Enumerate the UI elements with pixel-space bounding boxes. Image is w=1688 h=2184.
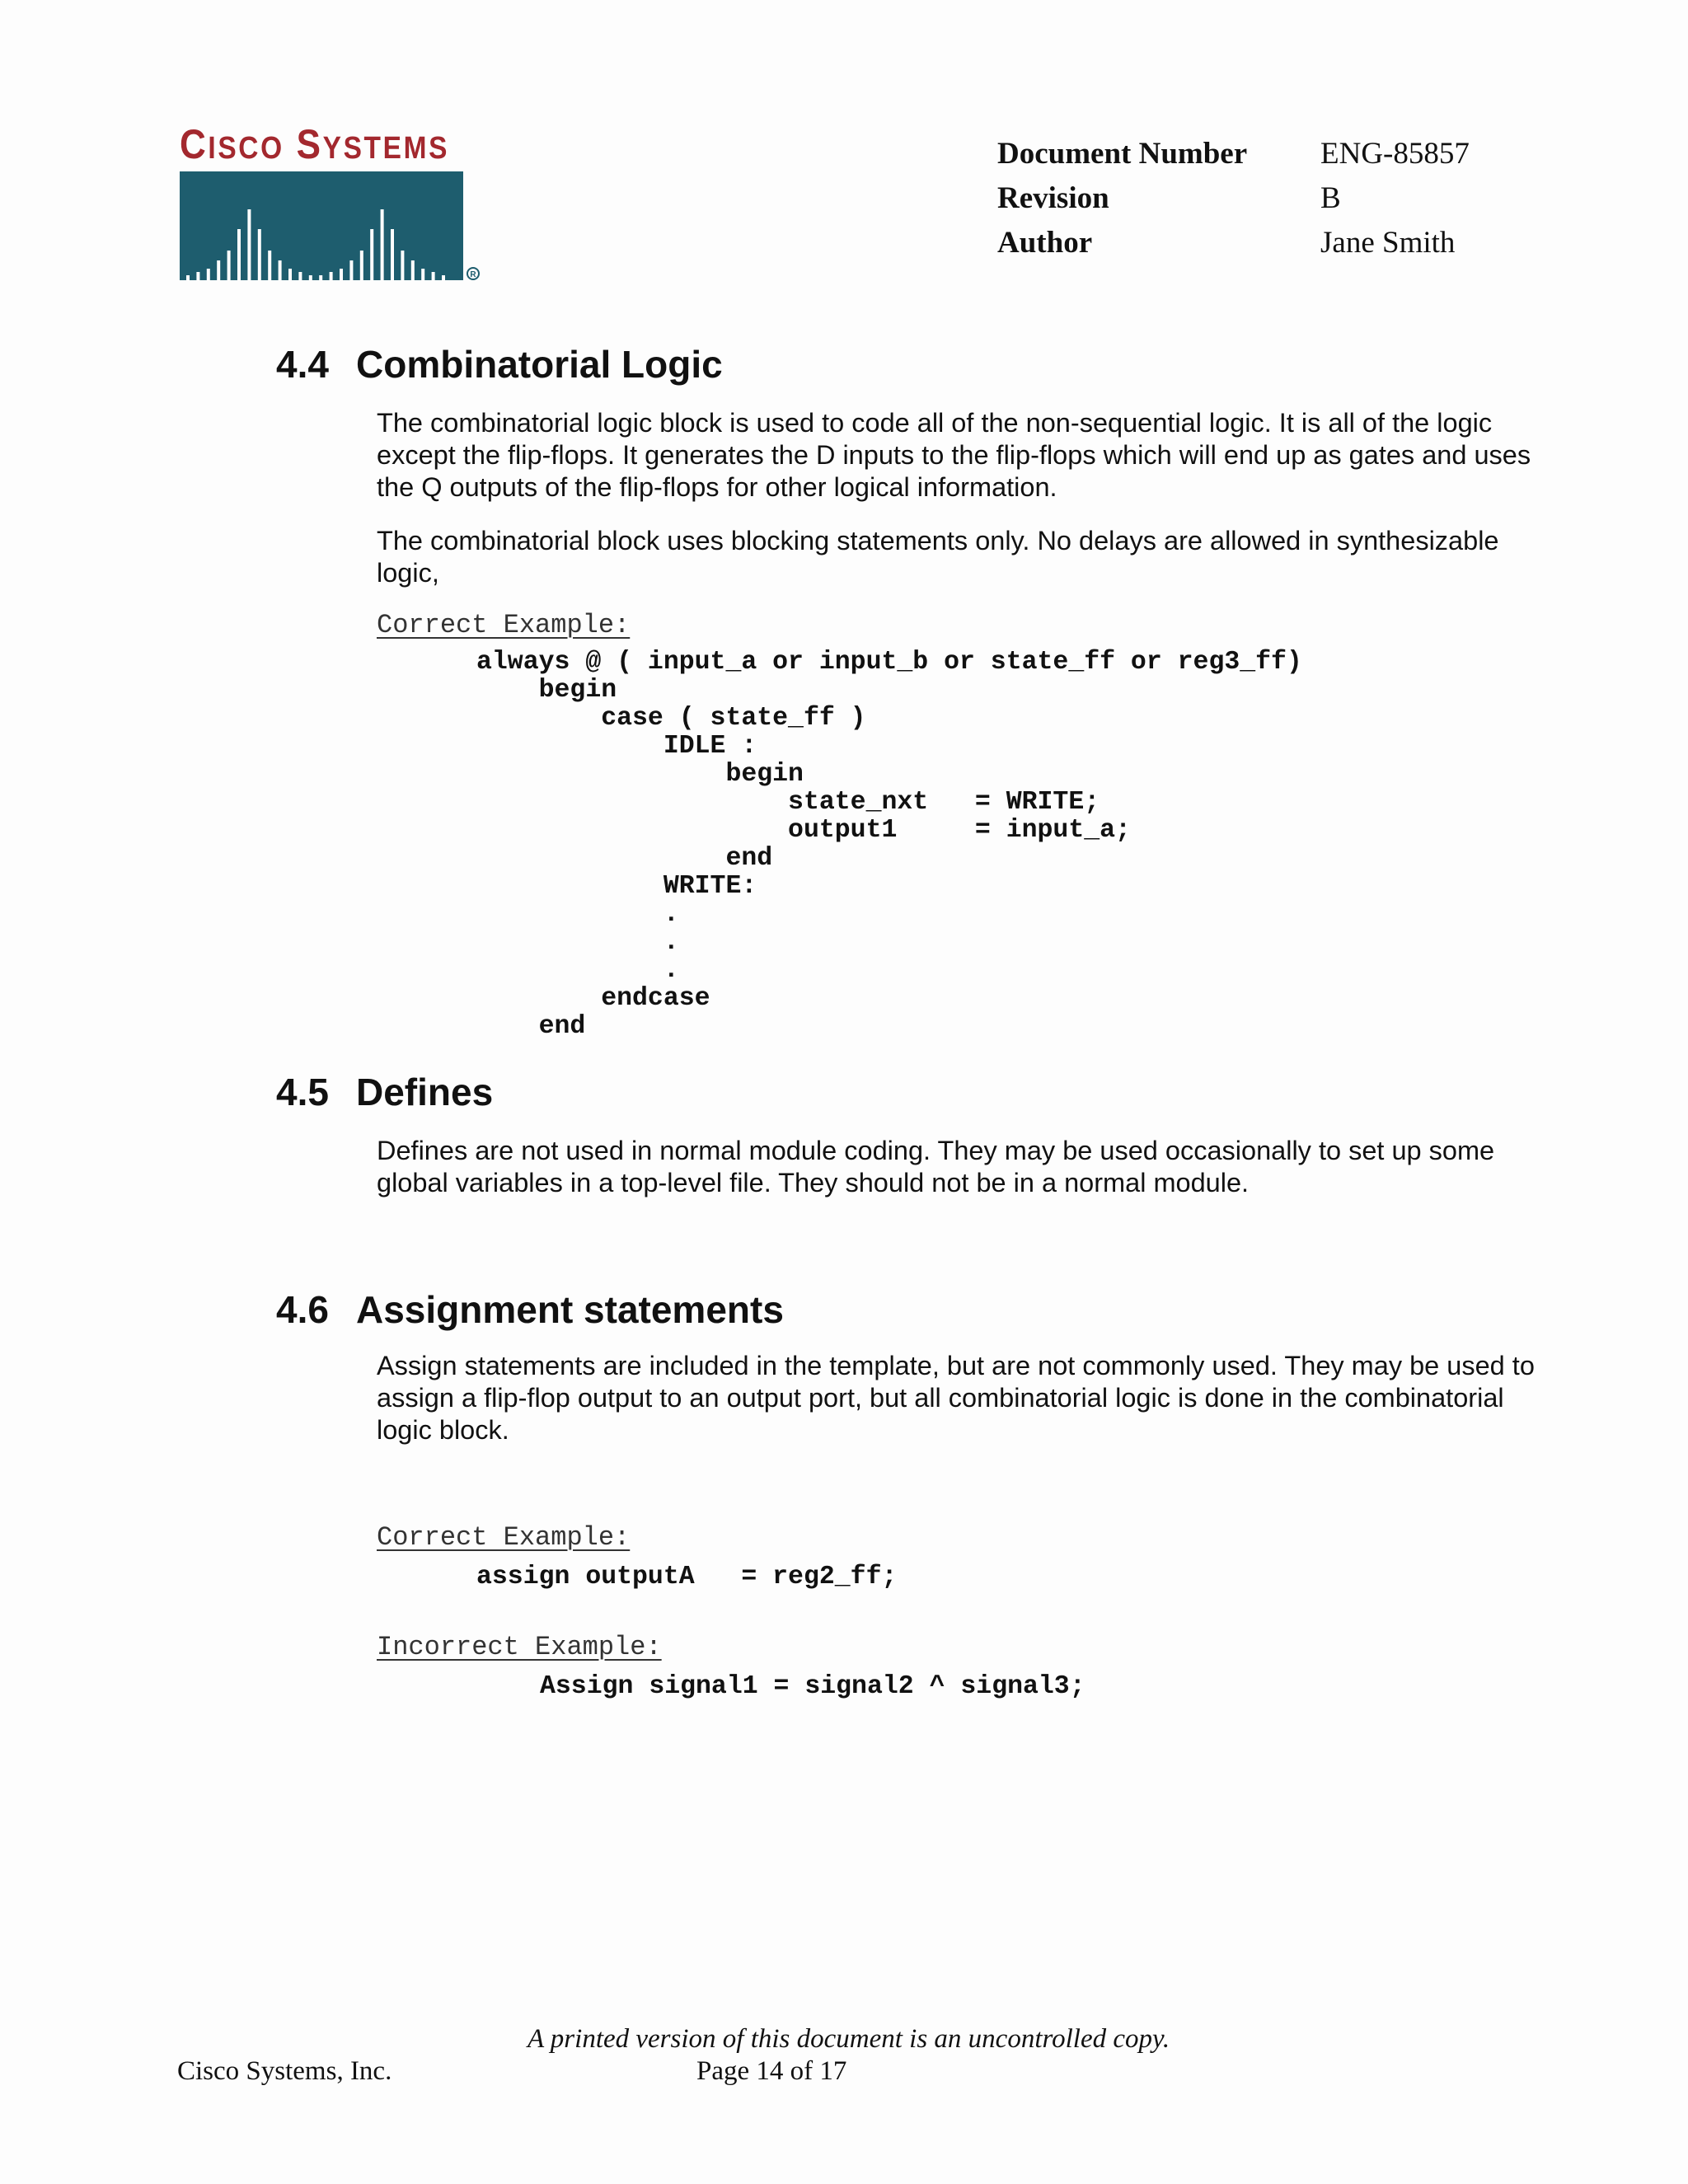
paragraph-combinatorial-intro: The combinatorial logic block is used to code all of the non-sequential logic. It is all of the logic except the flip-flops. It generates the D inputs to the flip-flops which will end up as gates and uses the Q outputs of the flip-flops for other logical information. xyxy=(377,408,1531,502)
footer-company-name: Cisco Systems, Inc. xyxy=(177,2056,392,2086)
section-title: Assignment statements xyxy=(356,1288,784,1331)
code-incorrect-assign: Assign signal1 = signal2 ^ signal3; xyxy=(540,1672,1085,1701)
section-number: 4.6 xyxy=(276,1288,329,1331)
revision-row xyxy=(997,176,1470,221)
doc-number-value: ENG-85857 xyxy=(1320,137,1470,171)
section-heading-4-4 xyxy=(276,341,723,387)
svg-text:R: R xyxy=(470,270,476,279)
section-title: Defines xyxy=(356,1071,494,1113)
paragraph-blocking-statements: The combinatorial block uses blocking statements only. No delays are allowed in synthesizable logic, xyxy=(377,526,1499,588)
doc-number-label: Document Number xyxy=(997,137,1248,171)
cisco-bridge-logo-icon xyxy=(180,171,485,280)
section-heading-4-5 xyxy=(276,1069,493,1115)
author-value: Jane Smith xyxy=(1320,226,1456,260)
paragraph-assign-statements: Assign statements are included in the template, but are not commonly used. They may be used to assign a flip-flop output to an output port, but all combinatorial logic is done in the combinatorial logic block. xyxy=(377,1351,1535,1445)
correct-example-label: Correct Example: xyxy=(377,1522,631,1553)
code-block-always: always @ ( input_a or input_b or state_ff or reg3_ff) begin case ( state_ff ) IDLE : begin state_nxt = WRITE; output1 = input_a; end WRITE: . . . endcase end xyxy=(476,648,1302,1041)
paragraph-defines: Defines are not used in normal module coding. They may be used occasionally to set up some global variables in a top-level file. They should not be in a normal module. xyxy=(377,1136,1495,1197)
revision-label: Revision xyxy=(997,181,1109,215)
footer-uncontrolled-copy-note: A printed version of this document is an uncontrolled copy. xyxy=(528,2024,1170,2054)
author-row xyxy=(997,221,1470,265)
correct-example-label: Correct Example: xyxy=(377,610,631,640)
incorrect-example-label: Incorrect Example: xyxy=(377,1632,662,1662)
doc-number-row xyxy=(997,132,1470,176)
logo-panel xyxy=(180,171,463,280)
revision-value: B xyxy=(1320,181,1341,215)
section-number: 4.4 xyxy=(276,343,329,386)
logo-wordmark: CISCO SYSTEMS xyxy=(180,121,450,167)
author-label: Author xyxy=(997,226,1093,260)
section-title: Combinatorial Logic xyxy=(356,343,723,386)
document-info-table xyxy=(997,132,1470,265)
section-number: 4.5 xyxy=(276,1071,329,1113)
section-heading-4-6 xyxy=(276,1286,784,1333)
footer-page-number: Page 14 of 17 xyxy=(696,2056,847,2086)
code-correct-assign: assign outputA = reg2_ff; xyxy=(476,1563,898,1591)
cisco-systems-logo xyxy=(180,121,485,284)
